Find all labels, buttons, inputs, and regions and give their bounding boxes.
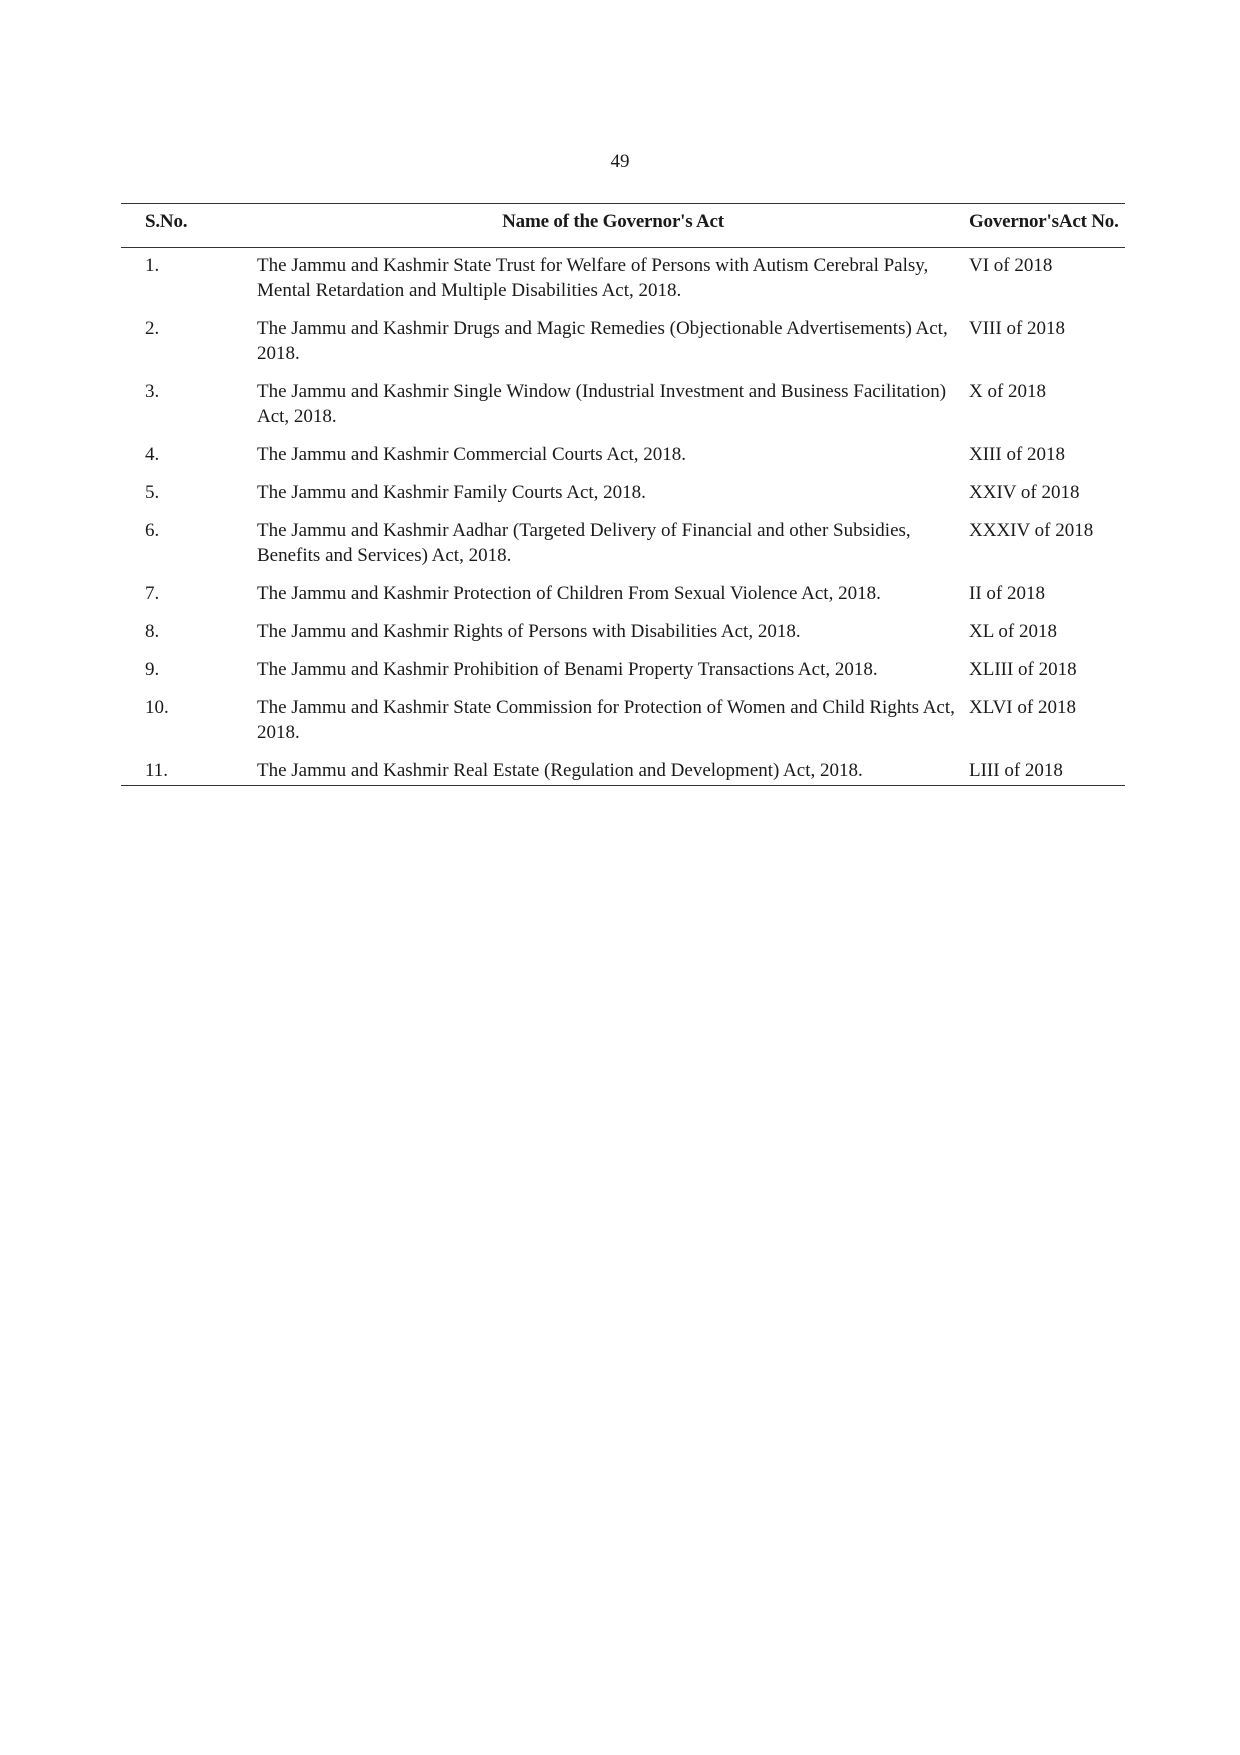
row-act-number: VI of 2018 (969, 255, 1053, 276)
row-act-number: XIII of 2018 (969, 444, 1066, 465)
row-act-number: XXXIV of 2018 (969, 520, 1094, 541)
row-act-number: II of 2018 (969, 583, 1045, 604)
row-act-name: The Jammu and Kashmir Protection of Children From Sexual Violence Act, 2018. (257, 583, 881, 604)
row-act-name: The Jammu and Kashmir Aadhar (Targeted Delivery of Financial and other Subsidies, Benefits and Services) Act, 2018. (257, 520, 911, 566)
row-act-name: The Jammu and Kashmir Rights of Persons with Disabilities Act, 2018. (257, 621, 801, 642)
row-act-name: The Jammu and Kashmir Single Window (Industrial Investment and Business Facilitation) Act, 2018. (257, 381, 947, 427)
header-act-name: Name of the Governor's Act (257, 204, 969, 248)
row-sno: 11. (121, 758, 257, 786)
row-act-name: The Jammu and Kashmir Family Courts Act, 2018. (257, 482, 646, 503)
row-sno: 6. (145, 520, 160, 541)
table-row (121, 619, 1125, 657)
row-act-number: XXIV of 2018 (969, 482, 1080, 503)
governors-acts-table (121, 203, 1125, 786)
row-sno: 2. (145, 318, 160, 339)
row-sno: 5. (145, 482, 160, 503)
header-act-number: Governor'sAct No. (969, 204, 1125, 248)
table-row (121, 379, 1125, 442)
row-act-name: The Jammu and Kashmir State Commission for Protection of Women and Child Rights Act, 2018. (257, 697, 955, 743)
row-act-number: XL of 2018 (969, 621, 1057, 642)
row-sno: 10. (145, 697, 169, 718)
row-act-number: VIII of 2018 (969, 318, 1066, 339)
table-row (121, 480, 1125, 518)
row-act-name: The Jammu and Kashmir Real Estate (Regulation and Development) Act, 2018. (257, 758, 969, 786)
row-act-number: LIII of 2018 (969, 758, 1125, 786)
table-row (121, 518, 1125, 581)
row-act-name: The Jammu and Kashmir Prohibition of Benami Property Transactions Act, 2018. (257, 659, 878, 680)
page-number: 49 (610, 151, 630, 172)
row-sno: 3. (145, 381, 160, 402)
table-row (121, 316, 1125, 379)
table-row (121, 581, 1125, 619)
row-act-number: XLVI of 2018 (969, 697, 1076, 718)
row-sno: 9. (145, 659, 160, 680)
table-header (121, 204, 1125, 248)
table-row (121, 758, 1125, 786)
table-row (121, 695, 1125, 758)
row-act-name: The Jammu and Kashmir State Trust for Welfare of Persons with Autism Cerebral Palsy, Mental Retardation and Multiple Disabilities Act, 2018. (257, 255, 929, 301)
table-row (121, 657, 1125, 695)
table-body (121, 248, 1125, 786)
row-act-number: X of 2018 (969, 381, 1047, 402)
row-sno: 1. (145, 255, 160, 276)
table-row (121, 248, 1125, 317)
row-act-name: The Jammu and Kashmir Drugs and Magic Remedies (Objectionable Advertisements) Act, 2018. (257, 318, 948, 364)
row-act-name: The Jammu and Kashmir Commercial Courts Act, 2018. (257, 444, 687, 465)
row-sno: 4. (145, 444, 160, 465)
header-row (121, 204, 1125, 248)
header-sno: S.No. (121, 204, 257, 248)
table-row (121, 442, 1125, 480)
row-sno: 8. (145, 621, 160, 642)
row-sno: 7. (145, 583, 160, 604)
row-act-number: XLIII of 2018 (969, 659, 1077, 680)
